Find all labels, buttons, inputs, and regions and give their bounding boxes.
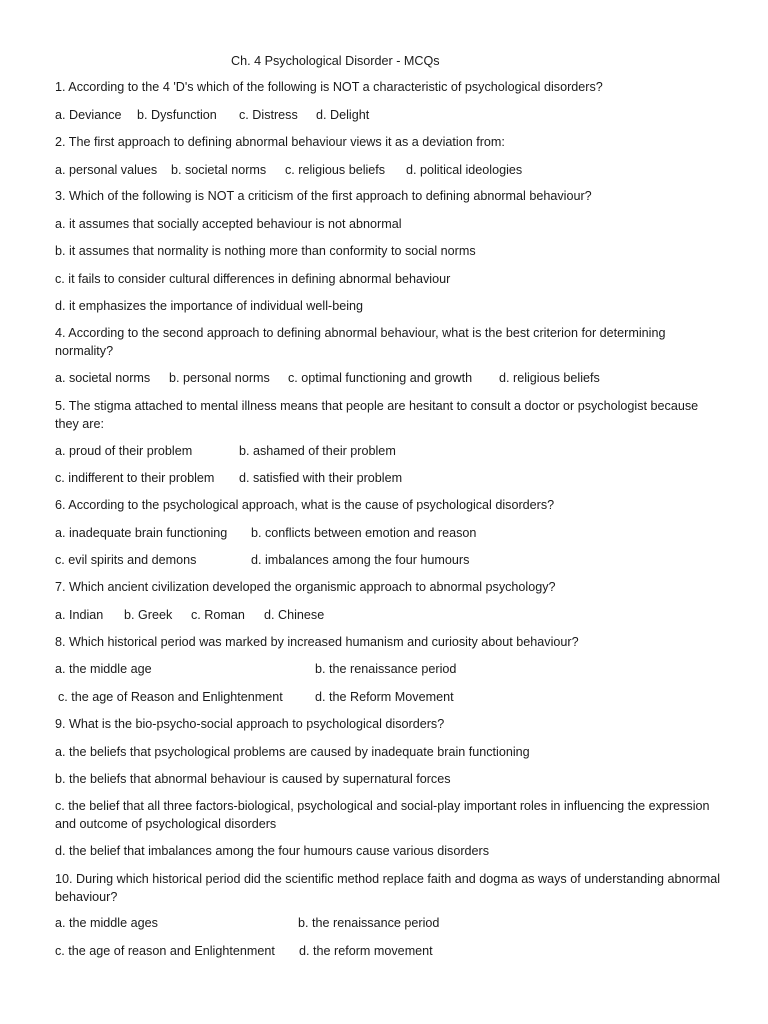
q3-option-c: c. it fails to consider cultural differences in defining abnormal behaviour [55,272,451,286]
q1-option-d: d. Delight [316,108,370,122]
q2-option-a: a. personal values [55,163,158,177]
q9-option-b: b. the beliefs that abnormal behaviour is caused by supernatural forces [55,772,451,786]
q4-option-d: d. religious beliefs [499,371,600,385]
q5-option-a: a. proud of their problem [55,444,193,458]
q10-option-b: b. the renaissance period [298,916,440,930]
q2-option-b: b. societal norms [171,163,267,177]
q10-option-d: d. the reform movement [299,944,433,958]
q6-option-d: d. imbalances among the four humours [251,553,470,567]
q9-option-c: c. the belief that all three factors-biological, psychological and social-play important roles in influencing the expression and outcome of psychological disorders [55,799,710,831]
q6-option-c: c. evil spirits and demons [55,553,197,567]
q8-option-d: d. the Reform Movement [315,690,454,704]
question-1: 1. According to the 4 'D's which of the following is NOT a characteristic of psychological disorders? [55,80,603,94]
q4-option-a: a. societal norms [55,371,151,385]
question-3: 3. Which of the following is NOT a criticism of the first approach to defining abnormal behaviour? [55,189,592,203]
question-6: 6. According to the psychological approach, what is the cause of psychological disorders? [55,498,555,512]
q3-option-a: a. it assumes that socially accepted behaviour is not abnormal [55,217,402,231]
page-title: Ch. 4 Psychological Disorder - MCQs [231,54,440,68]
q9-option-d: d. the belief that imbalances among the four humours cause various disorders [55,844,490,858]
question-9: 9. What is the bio-psycho-social approach to psychological disorders? [55,717,445,731]
q3-option-d: d. it emphasizes the importance of individual well-being [55,299,364,313]
q1-option-c: c. Distress [239,108,298,122]
q7-option-c: c. Roman [191,608,245,622]
q7-option-b: b. Greek [124,608,173,622]
q6-option-a: a. inadequate brain functioning [55,526,228,540]
q4-option-b: b. personal norms [169,371,270,385]
q10-option-c: c. the age of reason and Enlightenment [55,944,275,958]
q3-option-b: b. it assumes that normality is nothing more than conformity to social norms [55,244,476,258]
q8-option-c: c. the age of Reason and Enlightenment [58,690,283,704]
q8-option-b: b. the renaissance period [315,662,457,676]
question-4: 4. According to the second approach to defining abnormal behaviour, what is the best criterion for determining normality? [55,326,666,358]
question-5: 5. The stigma attached to mental illness means that people are hesitant to consult a doctor or psychologist because they are: [55,399,699,431]
q2-option-d: d. political ideologies [406,163,523,177]
question-10: 10. During which historical period did the scientific method replace faith and dogma as ways of understanding abnormal behaviour? [55,872,721,904]
q7-option-a: a. Indian [55,608,104,622]
q1-option-b: b. Dysfunction [137,108,217,122]
q2-option-c: c. religious beliefs [285,163,386,177]
q10-option-a: a. the middle ages [55,916,158,930]
q1-option-a: a. Deviance [55,108,122,122]
q8-option-a: a. the middle age [55,662,152,676]
q5-option-c: c. indifferent to their problem [55,471,215,485]
q6-option-b: b. conflicts between emotion and reason [251,526,477,540]
question-8: 8. Which historical period was marked by increased humanism and curiosity about behaviour? [55,635,579,649]
question-7: 7. Which ancient civilization developed the organismic approach to abnormal psychology? [55,580,556,594]
q5-option-d: d. satisfied with their problem [239,471,403,485]
q4-option-c: c. optimal functioning and growth [288,371,473,385]
q7-option-d: d. Chinese [264,608,325,622]
question-2: 2. The first approach to defining abnormal behaviour views it as a deviation from: [55,135,505,149]
q9-option-a: a. the beliefs that psychological problems are caused by inadequate brain functioning [55,745,530,759]
q5-option-b: b. ashamed of their problem [239,444,396,458]
